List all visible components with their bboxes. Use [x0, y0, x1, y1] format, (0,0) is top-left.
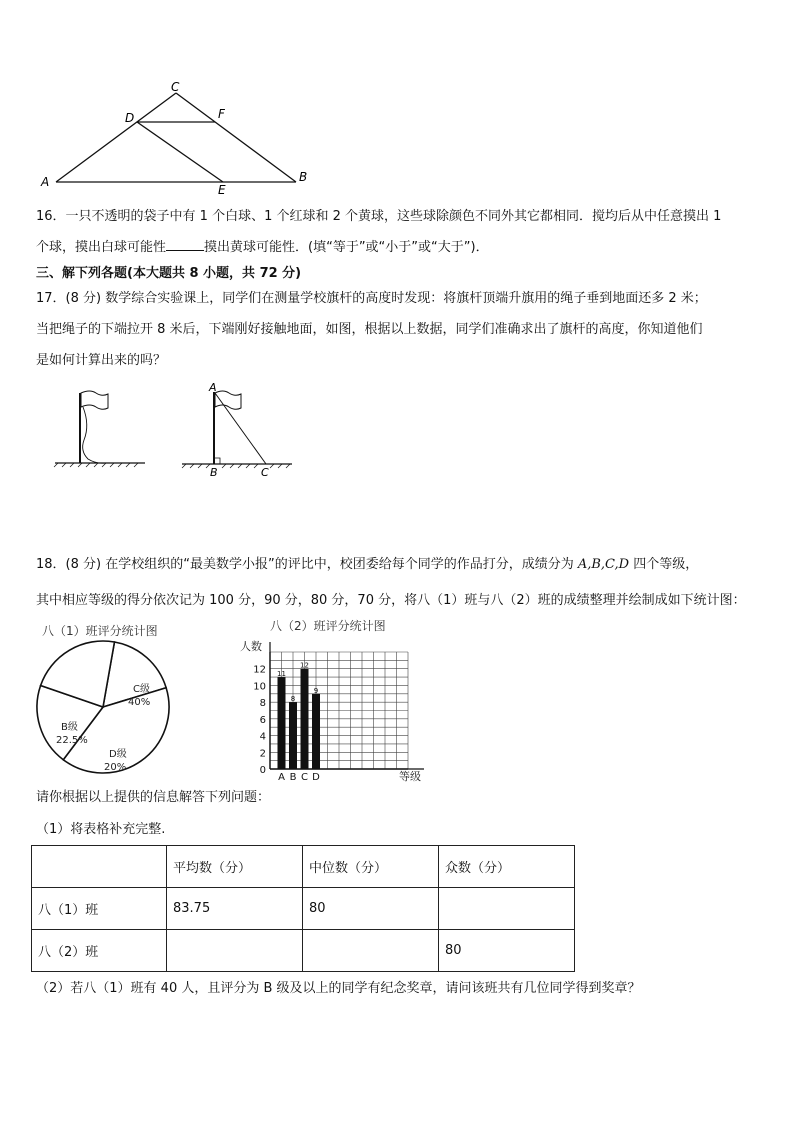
bar-value-label: 9	[313, 686, 319, 695]
side-cb	[176, 93, 296, 182]
x-tick-label: D	[312, 772, 320, 783]
pie-slice-percent-label: 22.5%	[56, 735, 88, 746]
pie-slice-grade-label: D级	[109, 749, 127, 760]
q18-sub1: （1）将表格补充完整.	[36, 822, 166, 837]
answer-blank[interactable]	[166, 238, 204, 251]
table-row	[32, 930, 575, 972]
q18-sub2: （2）若八（1）班有 40 人，且评分为 B 级及以上的同学有纪念奖章，请问该班共有几位同学得到奖章？	[36, 981, 641, 996]
row-label: 八（2）班	[32, 930, 167, 972]
q18-line1-b: 四个等级，	[633, 557, 699, 572]
pie-slice-grade-label: C级	[133, 684, 150, 695]
label-e: E	[218, 183, 226, 196]
pie-slice-percent-label: 40%	[128, 697, 151, 708]
header-cell-empty	[32, 846, 167, 888]
section3-title: 三、解下列各题(本大题共 8 小题，共 72 分)	[36, 266, 302, 281]
x-axis-label: 等级	[399, 770, 421, 783]
label-d: D	[125, 111, 135, 125]
bar-title: 八（2）班评分统计图	[270, 619, 386, 633]
cell-mode: 80	[439, 930, 575, 972]
cell-mean: 83.75	[167, 888, 303, 930]
label-c: C	[261, 466, 269, 477]
pie-chart	[30, 618, 245, 778]
bar-value-label: 8	[290, 695, 296, 704]
cell-mean[interactable]	[167, 930, 303, 972]
cell-mode[interactable]	[439, 888, 575, 930]
y-tick-label: 8	[259, 698, 266, 710]
side-ac	[56, 93, 176, 182]
x-tick-label: B	[289, 772, 297, 783]
q17-line1: 17．(8 分) 数学综合实验课上，同学们在测量学校旗杆的高度时发现：将旗杆顶端升旗用的绳子垂到地面还多 2 米；	[36, 291, 707, 306]
q18-line1-a: 18．(8 分) 在学校组织的“最美数学小报”的评比中，校团委给每个同学的作品打分，成绩分为	[36, 557, 574, 572]
q16-line2	[36, 238, 489, 257]
cell-median[interactable]	[303, 930, 439, 972]
label-f: F	[218, 107, 225, 121]
pie-slices	[37, 641, 169, 773]
x-tick-label: C	[301, 772, 308, 783]
x-tick-label: A	[278, 772, 285, 783]
flag-icon	[81, 391, 108, 409]
pie-slice-grade-label: B级	[61, 722, 78, 733]
header-cell-mean: 平均数（分）	[167, 846, 303, 888]
label-b: B	[210, 466, 218, 477]
label-b: B	[299, 170, 308, 184]
q16-line2-b: 摸出黄球可能性．(填“等于”或“小于”或“大于”)．	[204, 240, 489, 255]
y-tick-label: 10	[253, 681, 266, 693]
q18-grades: A,B,C,D	[577, 557, 630, 572]
score-table	[31, 845, 575, 972]
header-cell-mode: 众数（分）	[439, 846, 575, 888]
q18-line2: 其中相应等级的得分依次记为 100 分，90 分，80 分，70 分，将八（1）班与八（2）班的成绩整理并绘制成如下统计图：	[36, 593, 746, 608]
bar-C	[301, 669, 309, 769]
q16-line1: 16．一只不透明的袋子中有 1 个白球、1 个红球和 2 个黄球，这些球除颜色不同外其它都相同．搅均后从中任意摸出 1	[36, 209, 722, 224]
table-header-row	[32, 846, 575, 888]
segment-de	[137, 122, 223, 182]
table-row	[32, 888, 575, 930]
bar-marks	[253, 662, 320, 783]
q17-line2: 当把绳子的下端拉开 8 米后，下端刚好接触地面，如图，根据以上数据，同学们准确求出了旗杆的高度，你知道他们	[36, 322, 703, 337]
bar-value-label: 11	[277, 670, 286, 679]
label-a: A	[209, 382, 217, 394]
y-axis-label: 人数	[240, 640, 262, 653]
bar-chart	[236, 614, 436, 784]
q18-prompt: 请你根据以上提供的信息解答下列问题：	[36, 790, 271, 805]
rope	[83, 407, 105, 463]
cell-median: 80	[303, 888, 439, 930]
bar-A	[278, 677, 286, 769]
y-tick-label: 4	[259, 731, 266, 743]
q17-line3: 是如何计算出来的吗？	[36, 353, 167, 368]
bar-B	[289, 702, 297, 769]
y-tick-label: 0	[259, 765, 266, 776]
header-cell-median: 中位数（分）	[303, 846, 439, 888]
q18-line1	[36, 556, 698, 574]
flag-icon	[215, 391, 241, 409]
y-tick-label: 6	[259, 714, 266, 726]
flagpole-figure-2	[180, 382, 295, 477]
label-a: A	[41, 175, 50, 189]
flagpole-figure-1	[50, 385, 150, 470]
pie-title: 八（1）班评分统计图	[42, 624, 158, 638]
triangle-figure	[30, 78, 330, 196]
y-tick-label: 2	[259, 748, 266, 760]
pie-slice-percent-label: 20%	[104, 762, 127, 773]
label-c: C	[171, 80, 180, 94]
bar-value-label: 12	[300, 661, 309, 670]
bar-D	[312, 694, 320, 769]
row-label: 八（1）班	[32, 888, 167, 930]
q16-line2-a: 个球，摸出白球可能性	[36, 240, 167, 255]
y-tick-label: 12	[253, 664, 266, 676]
